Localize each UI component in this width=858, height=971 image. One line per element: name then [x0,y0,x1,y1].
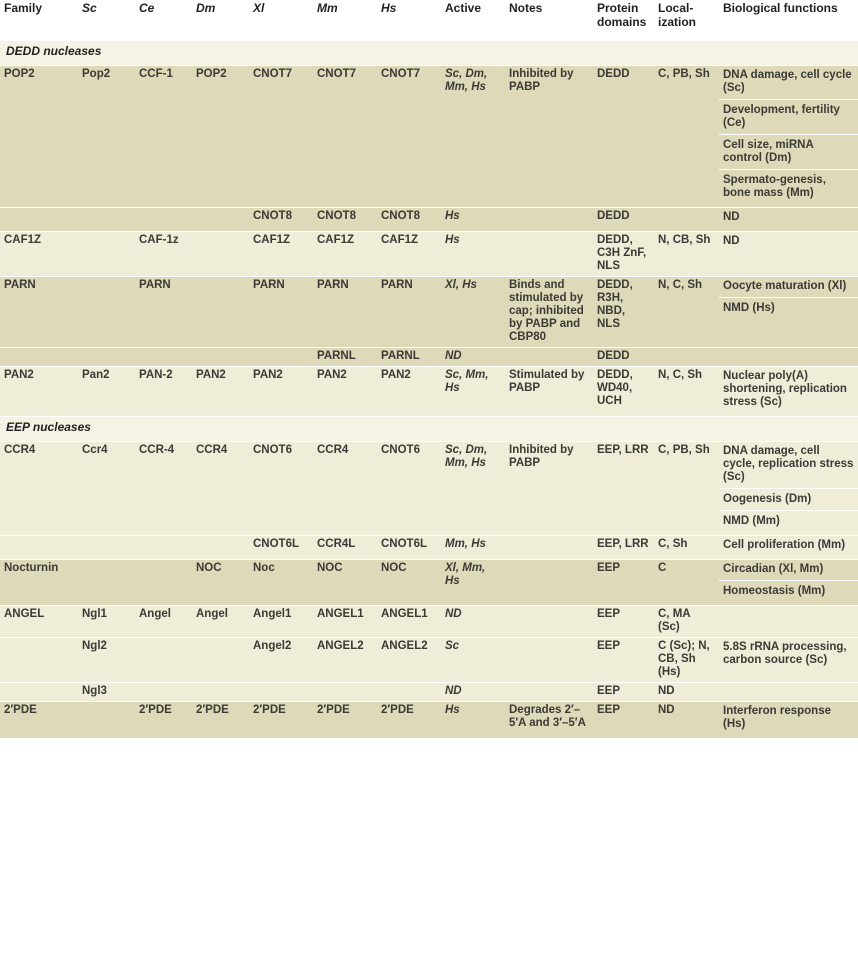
cell-domains: DEDD, C3H ZnF, NLS [593,231,654,276]
cell-mm: CCR4L [313,535,377,559]
cell-loc [654,207,719,231]
cell-dm [192,276,249,347]
table-row [0,65,858,207]
function-entry [723,350,854,355]
cell-functions [719,559,858,605]
cell-loc: ND [654,701,719,738]
cell-active: Xl, Mm, Hs [441,559,505,605]
cell-xl [249,682,313,701]
function-entry: Spermato-genesis, bone mass (Mm) [719,169,858,204]
cell-active: Sc [441,637,505,682]
cell-xl: Angel2 [249,637,313,682]
cell-hs: NOC [377,559,441,605]
function-entry: Nuclear poly(A) shortening, replication stress (Sc) [723,369,847,408]
header-dm: Dm [196,1,216,15]
table-row [0,605,858,637]
section-row-eep [0,416,858,441]
cell-domains: EEP [593,682,654,701]
cell-domains: EEP [593,701,654,738]
cell-functions [719,637,858,682]
cell-mm: PARN [313,276,377,347]
cell-dm: POP2 [192,65,249,207]
cell-functions [719,347,858,366]
cell-active: Sc, Mm, Hs [441,366,505,416]
function-entry: Interferon response (Hs) [723,704,831,730]
cell-active: Sc, Dm, Mm, Hs [441,441,505,535]
cell-family: CAF1Z [0,231,78,276]
cell-dm [192,637,249,682]
table-row [0,207,858,231]
cell-mm: NOC [313,559,377,605]
cell-hs: CNOT6L [377,535,441,559]
cell-active: Hs [441,207,505,231]
cell-dm [192,535,249,559]
function-entry: Cell proliferation (Mm) [723,538,846,551]
cell-domains: DEDD, WD40, UCH [593,366,654,416]
function-entry: NMD (Hs) [719,297,858,319]
cell-ce: PARN [135,276,192,347]
cell-family: 2′PDE [0,701,78,738]
table-row [0,682,858,701]
cell-family [0,682,78,701]
function-entry [723,685,854,690]
cell-domains: DEDD [593,65,654,207]
cell-dm: Angel [192,605,249,637]
cell-hs: ANGEL2 [377,637,441,682]
cell-sc [78,559,135,605]
cell-functions [719,605,858,637]
cell-sc [78,535,135,559]
cell-active: Mm, Hs [441,535,505,559]
cell-hs: PAN2 [377,366,441,416]
cell-dm: CCR4 [192,441,249,535]
cell-domains: DEDD [593,347,654,366]
cell-xl [249,347,313,366]
cell-functions [719,207,858,231]
cell-ce: 2′PDE [135,701,192,738]
cell-dm: NOC [192,559,249,605]
cell-dm [192,347,249,366]
cell-dm [192,231,249,276]
cell-family: CCR4 [0,441,78,535]
cell-notes: Binds and stimulated by cap; inhibited by PABP and CBP80 [505,276,593,347]
cell-loc: N, C, Sh [654,366,719,416]
table-row [0,276,858,347]
cell-domains: DEDD [593,207,654,231]
cell-xl: 2′PDE [249,701,313,738]
cell-active: Hs [441,231,505,276]
cell-ce: CCF-1 [135,65,192,207]
cell-hs [377,682,441,701]
cell-xl: Angel1 [249,605,313,637]
cell-xl: Noc [249,559,313,605]
cell-dm [192,682,249,701]
cell-family: Nocturnin [0,559,78,605]
cell-hs: PARNL [377,347,441,366]
cell-functions [719,535,858,559]
cell-loc: N, C, Sh [654,276,719,347]
function-entry: 5.8S rRNA processing, carbon source (Sc) [723,640,847,666]
header-active: Active [445,1,482,15]
cell-loc: C, PB, Sh [654,65,719,207]
cell-ce [135,559,192,605]
header-ce: Ce [139,1,155,15]
table-row [0,347,858,366]
cell-ce: PAN-2 [135,366,192,416]
cell-domains: DEDD, R3H, NBD, NLS [593,276,654,347]
cell-notes [505,347,593,366]
cell-family: PARN [0,276,78,347]
cell-sc: Ngl3 [78,682,135,701]
function-entry: DNA damage, cell cycle, replication stress (Sc) [723,444,854,483]
cell-loc: C [654,559,719,605]
cell-mm: CAF1Z [313,231,377,276]
cell-mm: CNOT8 [313,207,377,231]
cell-hs: CAF1Z [377,231,441,276]
cell-ce: CCR-4 [135,441,192,535]
cell-sc: Ccr4 [78,441,135,535]
cell-sc: Ngl2 [78,637,135,682]
cell-sc: Pop2 [78,65,135,207]
cell-xl: CNOT7 [249,65,313,207]
cell-notes [505,559,593,605]
function-entry: ND [723,234,740,247]
cell-dm [192,207,249,231]
cell-sc [78,207,135,231]
table-header [0,0,858,40]
cell-notes: Stimulated by PABP [505,366,593,416]
cell-mm: ANGEL1 [313,605,377,637]
cell-notes [505,605,593,637]
cell-notes: Degrades 2′–5′A and 3′–5′A [505,701,593,738]
cell-mm: PAN2 [313,366,377,416]
cell-hs: 2′PDE [377,701,441,738]
cell-dm: 2′PDE [192,701,249,738]
cell-sc [78,231,135,276]
function-entry: Development, fertility (Ce) [719,99,858,134]
cell-xl: PARN [249,276,313,347]
cell-notes [505,535,593,559]
cell-sc: Pan2 [78,366,135,416]
cell-family [0,347,78,366]
section-title-dedd: DEDD nucleases [0,40,858,65]
cell-dm: PAN2 [192,366,249,416]
cell-loc: ND [654,682,719,701]
cell-functions [719,366,858,416]
function-entry: NMD (Mm) [719,510,858,532]
cell-functions [719,441,858,535]
cell-active: Sc, Dm, Mm, Hs [441,65,505,207]
cell-hs: CNOT7 [377,65,441,207]
header-localization: Local-ization [658,1,696,29]
cell-xl: PAN2 [249,366,313,416]
cell-active: ND [441,682,505,701]
cell-sc [78,276,135,347]
cell-notes [505,231,593,276]
cell-family [0,207,78,231]
function-entry: Circadian (Xl, Mm) [723,562,824,575]
cell-xl: CNOT6L [249,535,313,559]
header-family: Family [4,1,43,15]
cell-mm: PARNL [313,347,377,366]
section-title-eep: EEP nucleases [0,416,858,441]
header-mm: Mm [317,1,338,15]
cell-ce [135,682,192,701]
cell-loc: C, PB, Sh [654,441,719,535]
cell-active: Hs [441,701,505,738]
cell-xl: CNOT8 [249,207,313,231]
cell-sc: Ngl1 [78,605,135,637]
cell-functions [719,276,858,347]
function-entry: Oocyte maturation (Xl) [723,279,847,292]
cell-ce [135,637,192,682]
table-row [0,559,858,605]
cell-loc: N, CB, Sh [654,231,719,276]
cell-family: PAN2 [0,366,78,416]
header-notes: Notes [509,1,543,15]
cell-sc [78,701,135,738]
cell-domains: EEP [593,637,654,682]
cell-ce [135,347,192,366]
table-row [0,535,858,559]
cell-loc: C, Sh [654,535,719,559]
cell-domains: EEP [593,605,654,637]
cell-mm: CNOT7 [313,65,377,207]
cell-family [0,637,78,682]
function-entry: Cell size, miRNA control (Dm) [719,134,858,169]
cell-loc [654,347,719,366]
table-row [0,231,858,276]
function-entry: DNA damage, cell cycle (Sc) [723,68,852,94]
cell-xl: CNOT6 [249,441,313,535]
table-row [0,701,858,738]
table-row [0,637,858,682]
cell-notes: Inhibited by PABP [505,441,593,535]
cell-ce [135,207,192,231]
cell-family: POP2 [0,65,78,207]
cell-domains: EEP, LRR [593,535,654,559]
cell-notes [505,637,593,682]
function-entry [723,608,854,613]
cell-mm: CCR4 [313,441,377,535]
cell-domains: EEP, LRR [593,441,654,535]
cell-functions [719,682,858,701]
cell-functions [719,231,858,276]
cell-hs: ANGEL1 [377,605,441,637]
cell-xl: CAF1Z [249,231,313,276]
cell-notes [505,682,593,701]
header-sc: Sc [82,1,97,15]
cell-ce [135,535,192,559]
table-body [0,40,858,738]
table-row [0,366,858,416]
cell-functions [719,701,858,738]
header-biological-functions: Biological functions [723,1,838,15]
cell-mm: ANGEL2 [313,637,377,682]
function-entry: Homeostasis (Mm) [719,580,858,602]
cell-domains: EEP [593,559,654,605]
cell-active: ND [441,605,505,637]
cell-active: ND [441,347,505,366]
cell-loc: C, MA (Sc) [654,605,719,637]
cell-notes: Inhibited by PABP [505,65,593,207]
cell-hs: CNOT6 [377,441,441,535]
cell-sc [78,347,135,366]
cell-ce: Angel [135,605,192,637]
section-row-dedd [0,40,858,65]
table-row [0,441,858,535]
header-protein-domains: Protein domains [597,1,647,29]
header-xl: Xl [253,1,265,15]
cell-family [0,535,78,559]
cell-mm: 2′PDE [313,701,377,738]
cell-functions [719,65,858,207]
cell-ce: CAF-1z [135,231,192,276]
cell-hs: CNOT8 [377,207,441,231]
cell-mm [313,682,377,701]
cell-loc: C (Sc); N, CB, Sh (Hs) [654,637,719,682]
cell-notes [505,207,593,231]
cell-hs: PARN [377,276,441,347]
cell-active: Xl, Hs [441,276,505,347]
function-entry: Oogenesis (Dm) [719,488,858,510]
function-entry: ND [723,210,740,223]
cell-family: ANGEL [0,605,78,637]
header-hs: Hs [381,1,397,15]
